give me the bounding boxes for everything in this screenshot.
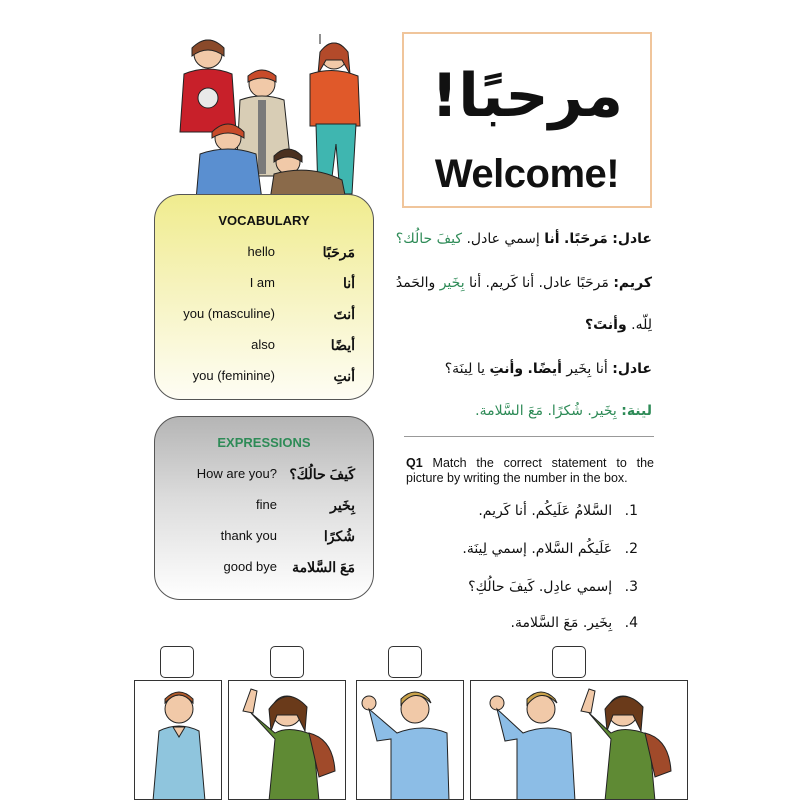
dialogue-text: بِخَير — [439, 275, 465, 291]
vocab-english: also — [251, 337, 275, 352]
vocab-item — [155, 272, 373, 294]
expression-arabic: كَيفَ حالُكَ؟ — [289, 466, 355, 482]
exercise-item — [462, 538, 638, 560]
title-box — [402, 32, 652, 208]
dialogue-text: مَرحَبًا عادل. أنا كَريم. أنا — [469, 275, 609, 291]
vocabulary-heading: VOCABULARY — [218, 213, 310, 228]
exercise-item-number: 1. — [624, 503, 638, 519]
exercise-label: Q1 — [406, 456, 423, 470]
dialogue-line — [396, 272, 652, 294]
exercise-item — [468, 576, 638, 598]
dialogue-text: إسمي عادل. — [466, 231, 540, 247]
dialogue-text: مَعَ السَّلامة. — [475, 403, 543, 419]
dialogue-text: شُكرًا. — [547, 403, 583, 419]
dialogue-line — [585, 314, 652, 336]
dialogue-speaker: كريم: — [613, 275, 652, 291]
picture-boy-waving — [356, 680, 464, 800]
exercise-item — [511, 612, 638, 634]
section-divider — [404, 436, 654, 437]
vocab-item — [155, 303, 373, 325]
vocab-english: you (masculine) — [183, 306, 275, 321]
exercise-instruction-text: Match the correct statement to the picture by writing the number in the box. — [406, 456, 654, 485]
expression-english: thank you — [220, 528, 277, 543]
vocab-item — [155, 334, 373, 356]
dialogue-text: كيفَ حالُك؟ — [395, 231, 463, 247]
vocab-english: you (feminine) — [192, 368, 275, 383]
expression-arabic: مَعَ السَّلامة — [292, 559, 355, 575]
dialogue-text: والحَمدُ — [395, 275, 436, 291]
boy-waving-illustration — [357, 681, 464, 800]
group-of-teens-illustration — [170, 34, 376, 202]
exercise-instruction — [406, 456, 654, 486]
dialogue-text: أيضًا. — [527, 361, 562, 377]
exercise-item-number: 2. — [624, 541, 638, 557]
picture-boy-standing — [134, 680, 222, 800]
dialogue-line — [396, 228, 652, 250]
expressions-heading: EXPRESSIONS — [217, 435, 311, 450]
exercise-item-text: السَّلامُ عَلَيكُم. أنا كَريم. — [478, 503, 613, 519]
vocab-english: hello — [247, 244, 275, 259]
exercise-item-text: إسمي عادِل. كَيفَ حالُكِ؟ — [468, 579, 613, 595]
dialogue-text: لِلّه. — [631, 317, 652, 333]
exercise-item-number: 3. — [624, 579, 638, 595]
expression-item — [155, 494, 373, 516]
vocab-arabic: أنتِ — [333, 368, 355, 384]
vocab-item — [155, 241, 373, 263]
answer-box-1[interactable] — [160, 646, 194, 678]
dialogue-text: أنا بِخَير — [566, 361, 608, 377]
vocab-arabic: أنتَ — [333, 306, 355, 322]
expression-english: How are you? — [196, 466, 277, 481]
vocab-arabic: أنا — [342, 275, 355, 291]
girl-waving-illustration — [229, 681, 346, 800]
vocabulary-box — [154, 194, 374, 400]
exercise-item — [478, 500, 638, 522]
expressions-box — [154, 416, 374, 600]
vocab-arabic: مَرحَبًا — [322, 244, 355, 260]
dialogue-speaker: عادل: — [612, 361, 652, 377]
expression-arabic: شُكرًا — [323, 528, 355, 544]
boy-and-girl-waving-illustration — [471, 681, 688, 800]
dialogue-text: يا لِينَة؟ — [444, 361, 486, 377]
dialogue-line — [445, 358, 652, 380]
expression-item — [155, 525, 373, 547]
boy-standing-illustration — [135, 681, 222, 800]
exercise-item-text: بِخَير. مَعَ السَّلامة. — [510, 615, 613, 631]
dialogue-speaker: لينة: — [621, 403, 652, 419]
vocab-item — [155, 365, 373, 387]
expression-english: good bye — [223, 559, 277, 574]
dialogue-speaker: عادل: — [612, 231, 652, 247]
exercise-item-text: عَلَيكُم السَّلام. إسمي لِينَة. — [462, 541, 613, 557]
dialogue-text: مَرحَبًا. — [564, 231, 608, 247]
dialogue-text: بِخَير. — [587, 403, 617, 419]
exercise-item-number: 4. — [624, 615, 638, 631]
title-arabic: مرحبًا! — [430, 61, 624, 131]
picture-girl-waving — [228, 680, 346, 800]
title-english: Welcome! — [434, 152, 620, 196]
picture-boy-and-girl-waving — [470, 680, 688, 800]
expression-item — [155, 556, 373, 578]
dialogue-text: وأنتَ؟ — [584, 317, 627, 333]
dialogue-text: أنا — [544, 231, 560, 247]
vocab-arabic: أيضًا — [330, 337, 355, 353]
answer-box-2[interactable] — [270, 646, 304, 678]
expression-english: fine — [256, 497, 277, 512]
answer-box-3[interactable] — [388, 646, 422, 678]
dialogue-text: وأنتِ — [489, 361, 524, 377]
dialogue-line — [475, 400, 652, 422]
answer-box-4[interactable] — [552, 646, 586, 678]
expression-item — [155, 463, 373, 485]
vocab-english: I am — [249, 275, 275, 290]
expression-arabic: بِخَير — [330, 497, 355, 513]
